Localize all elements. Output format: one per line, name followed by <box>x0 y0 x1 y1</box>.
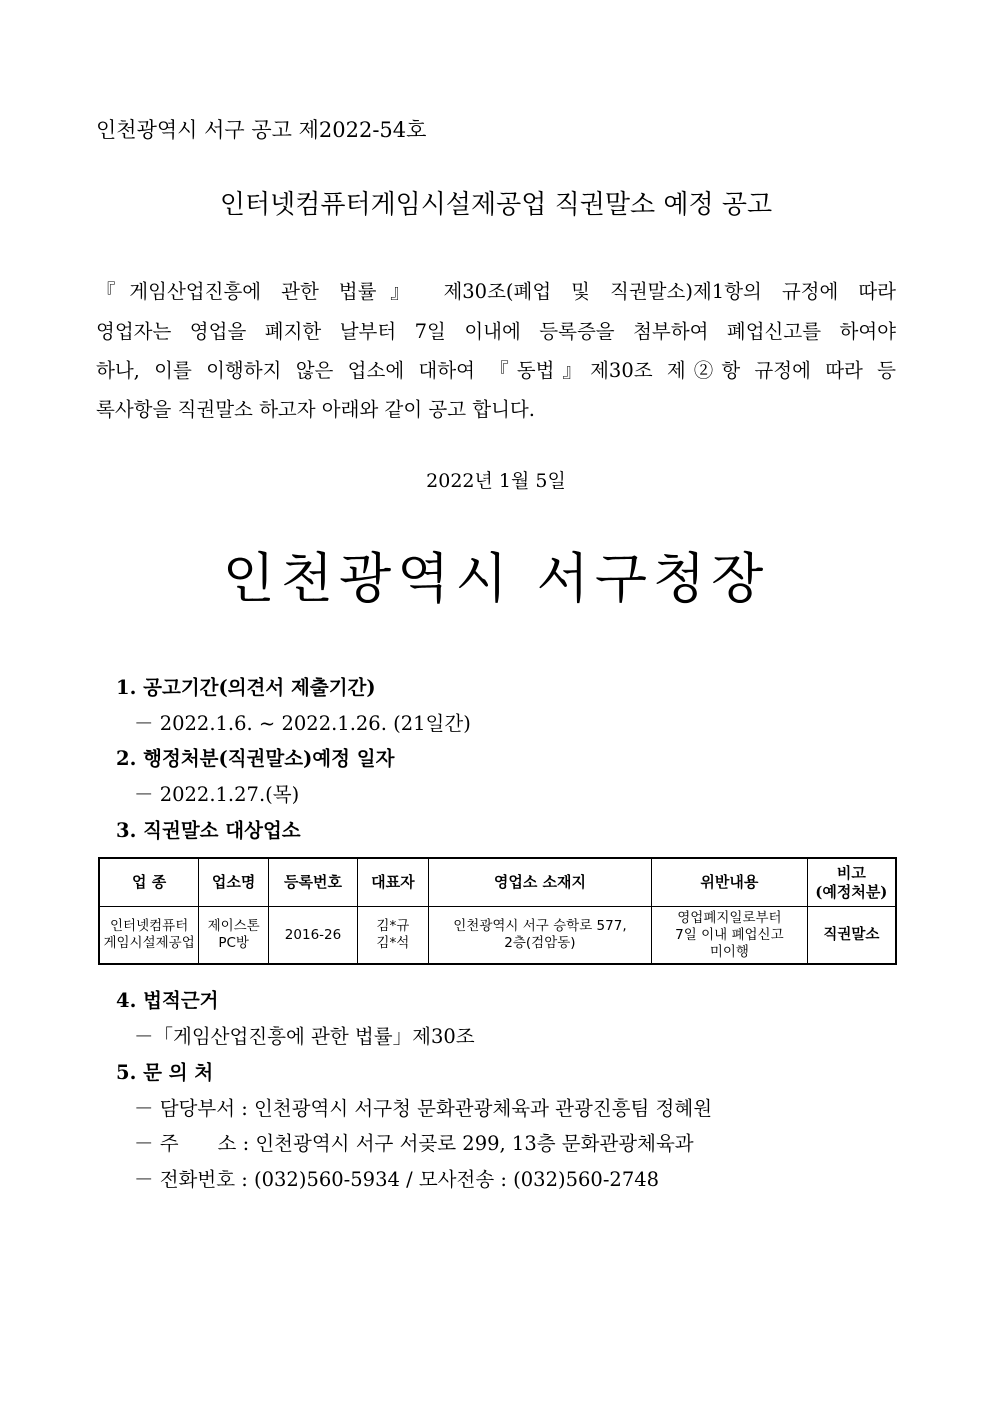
contact-address: － 주 소 : 인천광역시 서구 서곶로 299, 13층 문화관광체육과 <box>134 1132 694 1155</box>
cell-representative <box>357 907 428 965</box>
cell-name <box>199 907 269 965</box>
cell-violation <box>652 907 808 965</box>
body-line-2: 영업자는 영업을 폐지한 날부터 7일 이내에 등록증을 첨부하여 폐업신고를 하여야 <box>96 320 896 343</box>
document-title: 인터넷컴퓨터게임시설제공업 직권말소 예정 공고 <box>219 190 773 220</box>
header-remark <box>807 858 896 907</box>
cell-violation-line-1: 영업폐지일로부터 <box>677 909 782 926</box>
table-row <box>99 907 896 965</box>
cell-type-line-2: 게임시설제공업 <box>103 935 195 951</box>
cell-violation-line-2: 7일 이내 폐업신고 <box>675 926 784 943</box>
cell-name-line-1: 제이스톤 <box>207 918 260 934</box>
header-name: 업소명 <box>199 858 269 907</box>
header-type: 업 종 <box>99 858 199 907</box>
section-4-item: －「게임산업진흥에 관한 법률」제30조 <box>134 1025 475 1048</box>
table-header-row <box>99 858 896 907</box>
cell-address-line-1: 인천광역시 서구 승학로 577, <box>453 918 627 934</box>
header-address: 영업소 소재지 <box>428 858 651 907</box>
cell-violation-line-3: 미이행 <box>709 943 749 960</box>
cell-type <box>99 907 199 965</box>
cell-address <box>428 907 651 965</box>
section-1-item: － 2022.1.6. ~ 2022.1.26. (21일간) <box>134 712 471 735</box>
section-3-title: 3. 직권말소 대상업소 <box>116 819 301 842</box>
contact-department: － 담당부서 : 인천광역시 서구청 문화관광체육과 관광진흥팀 정혜원 <box>134 1097 713 1120</box>
cell-name-line-2: PC방 <box>218 935 249 951</box>
header-remark-line-2: (예정처분) <box>815 882 888 901</box>
contact-phone: － 전화번호 : (032)560-5934 / 모사전송 : (032)560-2748 <box>134 1168 660 1191</box>
cell-rep-line-1: 김*규 <box>376 918 410 934</box>
body-line-3: 하나, 이를 이행하지 않은 업소에 대하여 『동법』제30조 제②항 규정에 따라 등 <box>96 359 896 382</box>
cell-rep-line-2: 김*석 <box>376 935 410 951</box>
header-remark-line-1: 비고 <box>836 863 866 882</box>
cell-type-line-1: 인터넷컴퓨터 <box>109 918 189 934</box>
section-4-title: 4. 법적근거 <box>116 989 219 1012</box>
notice-date: 2022년 1월 5일 <box>426 470 566 492</box>
notice-number: 인천광역시 서구 공고 제2022-54호 <box>96 118 427 142</box>
header-reg-no: 등록번호 <box>269 858 358 907</box>
target-business-table <box>98 857 897 965</box>
section-5-title: 5. 문 의 처 <box>116 1061 214 1084</box>
header-violation: 위반내용 <box>652 858 808 907</box>
section-2-title: 2. 행정처분(직권말소)예정 일자 <box>116 747 395 770</box>
header-representative: 대표자 <box>357 858 428 907</box>
cell-remark: 직권말소 <box>807 907 896 965</box>
body-line-1: 『게임산업진흥에 관한 법률』 제30조(폐업 및 직권말소)제1항의 규정에 따라 <box>96 280 896 303</box>
issuer-name: 인천광역시 서구청장 <box>222 547 770 610</box>
cell-reg-no: 2016-26 <box>269 907 358 965</box>
body-line-4: 록사항을 직권말소 하고자 아래와 같이 공고 합니다. <box>96 398 535 421</box>
cell-address-line-2: 2층(검암동) <box>504 935 576 951</box>
section-1-title: 1. 공고기간(의견서 제출기간) <box>116 676 376 699</box>
section-2-item: － 2022.1.27.(목) <box>134 783 300 806</box>
